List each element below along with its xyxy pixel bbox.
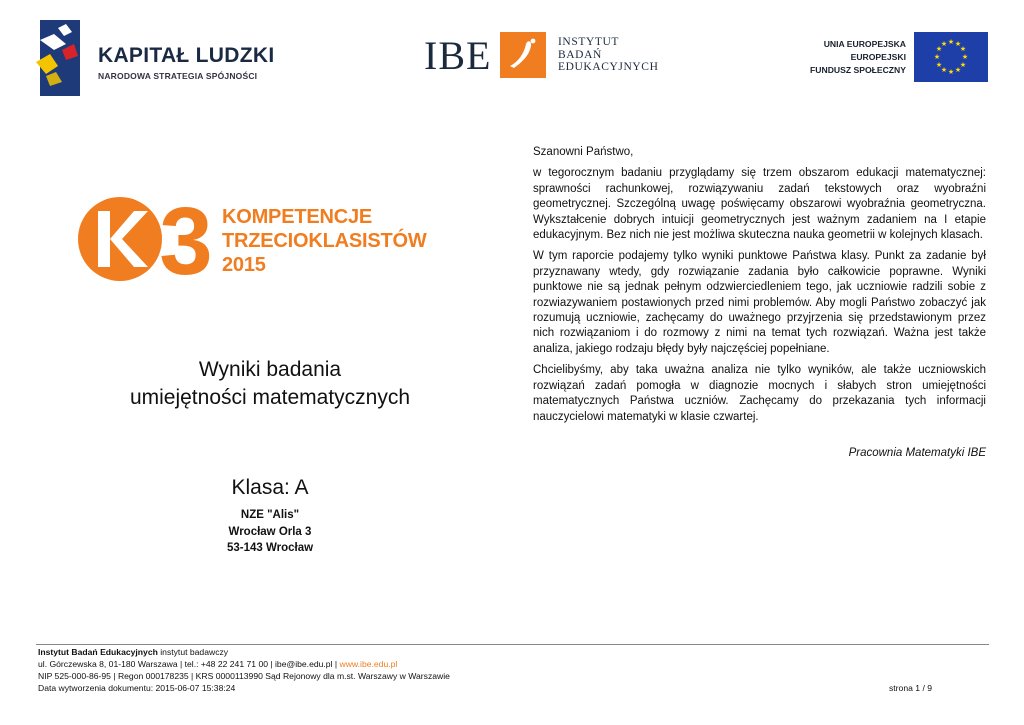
footer-created-date: Data wytworzenia dokumentu: 2015-06-07 15:38:24 bbox=[38, 683, 236, 693]
footer-registry: NIP 525-000-86-95 | Regon 000178235 | KRS 0000113990 Sąd Rejonowy dla m.st. Warszawy w Warszawie bbox=[38, 671, 450, 681]
footer-org-type: instytut badawczy bbox=[157, 647, 229, 657]
school-info bbox=[80, 507, 460, 557]
footer-org-name: Instytut Badań Edukacyjnych bbox=[38, 647, 158, 657]
footer-org-line bbox=[38, 646, 990, 658]
kapital-ludzki-logo bbox=[36, 20, 276, 96]
svg-text:★: ★ bbox=[940, 40, 948, 48]
eu-line: UNIA EUROPEJSKA bbox=[823, 39, 906, 49]
eu-logo bbox=[806, 32, 988, 82]
eu-flag-icon bbox=[914, 32, 988, 82]
page-footer bbox=[38, 646, 990, 694]
kapital-ludzki-title: KAPITAŁ LUDZKI bbox=[98, 44, 275, 67]
svg-text:★: ★ bbox=[940, 66, 948, 74]
eu-text bbox=[810, 38, 906, 77]
footer-address: ul. Górczewska 8, 01-180 Warszawa | tel.: +48 22 241 71 00 | ibe@ibe.edu.pl | bbox=[38, 659, 340, 669]
k3-emblem-icon bbox=[78, 195, 218, 283]
k3-title bbox=[222, 205, 427, 277]
letter-salutation: Szanowni Państwo, bbox=[533, 146, 634, 158]
ibe-wordmark: IBE bbox=[424, 33, 492, 78]
svg-text:★: ★ bbox=[935, 61, 943, 69]
ibe-emblem-icon bbox=[500, 32, 546, 78]
letter-paragraph: W tym raporcie podajemy tylko wyniki punktowe Państwa klasy. Punkt za zadanie był przyznawany wtedy, gdy rozwiązanie zadania było całkowicie poprawne. Wyniki punktowe nie są jednak pełnym odzwierciedleniem tego, jak uczniowie radzili sobie z rozwiazywaniem postawionych przed nimi problemów. Aby mogli Państwo zobaczyć jak rozumują uczniowie, zachęcamy do uważnego przyjrzenia się przedstawionym przez nich rozwiązaniom i do rozmowy z nimi na temat tych rozwiązań. Ważna jest także analiza, jakiego rodzaju błędy były najczęściej popełniane. bbox=[533, 250, 986, 355]
svg-text:★: ★ bbox=[959, 61, 967, 69]
report-title-line: umiejętności matematycznych bbox=[129, 386, 411, 409]
school-postcode: 53-143 Wrocław bbox=[226, 542, 314, 554]
k3-logo bbox=[78, 195, 438, 285]
k3-title-line: 2015 bbox=[222, 254, 266, 276]
svg-text:★: ★ bbox=[954, 40, 962, 48]
school-name: NZE "Alis" bbox=[240, 509, 300, 521]
report-title bbox=[80, 356, 460, 412]
eu-line: EUROPEJSKI bbox=[850, 52, 906, 62]
svg-text:★: ★ bbox=[933, 53, 941, 61]
letter-signature: Pracownia Matematyki IBE bbox=[848, 446, 986, 459]
svg-text:★: ★ bbox=[947, 38, 955, 46]
svg-text:★: ★ bbox=[935, 45, 943, 53]
k3-title-line: TRZECIOKLASISTÓW bbox=[222, 230, 427, 252]
ibe-name-line: BADAŃ bbox=[558, 48, 602, 61]
footer-website-link[interactable]: www.ibe.edu.pl bbox=[339, 659, 398, 669]
footer-contact-line bbox=[38, 658, 990, 670]
school-address: Wrocław Orla 3 bbox=[228, 525, 312, 538]
svg-text:★: ★ bbox=[959, 45, 967, 53]
class-label: Klasa: A bbox=[231, 476, 309, 499]
ibe-logo bbox=[424, 30, 664, 86]
letter-paragraph: Chcielibyśmy, aby taka uważna analiza nie tylko wyników, ale także uczniowskich rozwiązań zadań pomogła w diagnozie mocnych i słabych stron umiejętności matematycznych Państwa uczniów. Zachęcamy do przekazania tych informacji nauczycielowi matematyki w klasie czwartej. bbox=[533, 364, 986, 423]
report-title-line: Wyniki badania bbox=[198, 358, 342, 381]
svg-text:★: ★ bbox=[961, 53, 969, 61]
svg-text:★: ★ bbox=[947, 68, 955, 76]
ibe-full-name bbox=[558, 36, 658, 74]
eu-line: FUNDUSZ SPOŁECZNY bbox=[810, 65, 906, 75]
svg-text:★: ★ bbox=[954, 66, 962, 74]
ibe-name-line: EDUKACYJNYCH bbox=[558, 61, 659, 73]
ibe-name-line: INSTYTUT bbox=[558, 36, 620, 48]
footer-divider bbox=[36, 644, 989, 645]
cover-letter bbox=[533, 145, 986, 461]
kapital-ludzki-subtitle: NARODOWA STRATEGIA SPÓJNOŚCI bbox=[98, 71, 258, 81]
svg-text:3: 3 bbox=[159, 195, 213, 283]
kapital-ludzki-emblem-icon bbox=[36, 20, 82, 96]
page-number: strona 1 / 9 bbox=[889, 683, 932, 693]
letter-paragraph: w tegorocznym badaniu przyglądamy się trzem obszarom edukacji matematycznej: sprawności rachunkowej, rozwiązywaniu zadań tekstowych oraz wyobraźni geometrycznej. Szczególną uwagę poświęcamy obszarowi wyobraźnia geometryczna. Wykształcenie dobrych intuicji geometrycznych jest ważnym zadaniem na I etapie edukacyjnym. Bez nich nie jest możliwa skuteczna nauka geometrii w kolejnych klasach. bbox=[533, 167, 986, 242]
k3-title-line: KOMPETENCJE bbox=[222, 206, 373, 228]
